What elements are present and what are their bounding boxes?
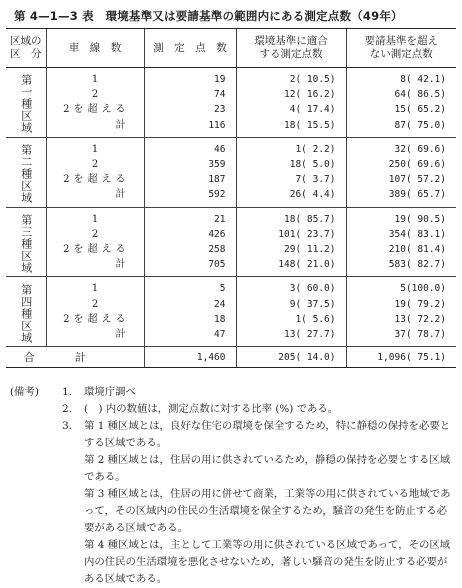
region-name: 第四種区域 <box>6 277 46 347</box>
cell-req: 64( 86.5) <box>346 87 456 102</box>
cell-env: 2( 10.5) <box>236 68 346 88</box>
notes-head: (備考) <box>10 386 39 398</box>
cell-req: 15( 65.2) <box>346 102 456 117</box>
cell-points: 592 <box>144 187 236 207</box>
cell-req: 389( 65.7) <box>346 187 456 207</box>
cell-req: 8( 42.1) <box>346 68 456 88</box>
note-item <box>10 418 456 452</box>
table-title: 第 4—1—3 表 環境基準又は要請基準の範囲内にある測定点数（49年） <box>14 9 403 23</box>
cell-env: 1( 5.6) <box>236 312 346 327</box>
cell-points: 19 <box>144 68 236 88</box>
region-name: 第二種区域 <box>6 137 46 207</box>
cell-env: 148( 21.0) <box>236 257 346 277</box>
cell-points: 47 <box>144 327 236 347</box>
cell-req: 37( 78.7) <box>346 327 456 347</box>
table-row <box>6 227 456 242</box>
table-row <box>6 277 456 297</box>
note-paragraph: 第 2 種区域とは，住居の用に供されているため，静穏の保持を必要とする区域である。 <box>84 454 451 483</box>
cell-req: 87( 75.0) <box>346 118 456 138</box>
cell-env: 7( 3.7) <box>236 172 346 187</box>
notes <box>10 384 456 588</box>
cell-env: 9( 37.5) <box>236 297 346 312</box>
note-paragraph: 第 4 種区域とは，主として工業等の用に供されている区域であって，その区域内の住民の生活環境を悪化させないため，著しい騒音の発生を防止する必要がある区域である。 <box>84 539 451 585</box>
header-env: 環境基準に適合 する測定点数 <box>236 29 346 68</box>
lane-count: 2を超える <box>46 102 144 117</box>
total-req: 1,096( 75.1) <box>346 347 456 368</box>
cell-points: 359 <box>144 157 236 172</box>
header-region: 区域の 区 分 <box>6 29 46 68</box>
region-name: 第一種区域 <box>6 68 46 138</box>
note-item <box>10 384 456 401</box>
cell-req: 5(100.0) <box>346 277 456 297</box>
cell-req: 19( 79.2) <box>346 297 456 312</box>
region-name: 第三種区域 <box>6 207 46 277</box>
cell-env: 4( 17.4) <box>236 102 346 117</box>
cell-points: 23 <box>144 102 236 117</box>
header-points: 測 定 点 数 <box>144 29 236 68</box>
cell-env: 18( 5.0) <box>236 157 346 172</box>
lane-count: 1 <box>46 207 144 227</box>
cell-env: 26( 4.4) <box>236 187 346 207</box>
table-row <box>6 207 456 227</box>
cell-points: 18 <box>144 312 236 327</box>
cell-req: 210( 81.4) <box>346 242 456 257</box>
table-row <box>6 137 456 157</box>
lane-count: 2を超える <box>46 242 144 257</box>
cell-points: 24 <box>144 297 236 312</box>
cell-env: 18( 85.7) <box>236 207 346 227</box>
table-row <box>6 68 456 88</box>
header-lanes: 車 線 数 <box>46 29 144 68</box>
table-row <box>6 118 456 138</box>
table-row <box>6 157 456 172</box>
note-text: 環境庁調べ <box>84 386 136 398</box>
lane-count: 1 <box>46 68 144 88</box>
cell-points: 258 <box>144 242 236 257</box>
lane-count: 2 <box>46 87 144 102</box>
note-number: 1. <box>62 386 72 398</box>
header-req: 要請基準を超え ない測定点数 <box>346 29 456 68</box>
cell-req: 32( 69.6) <box>346 137 456 157</box>
table-row <box>6 327 456 347</box>
total-row <box>6 347 456 368</box>
cell-env: 12( 16.2) <box>236 87 346 102</box>
note-text: 第 1 種区域とは，良好な住宅の環境を保全するため，特に静穏の保持を必要とする区域である。 <box>84 420 451 449</box>
measurement-table <box>6 28 456 368</box>
total-env: 205( 14.0) <box>236 347 346 368</box>
table-row <box>6 297 456 312</box>
cell-env: 101( 23.7) <box>236 227 346 242</box>
note-number: 2. <box>62 403 72 415</box>
total-points: 1,460 <box>144 347 236 368</box>
note-item <box>10 401 456 418</box>
lane-count: 1 <box>46 137 144 157</box>
lane-count: 2 <box>46 297 144 312</box>
cell-env: 29( 11.2) <box>236 242 346 257</box>
cell-req: 250( 69.6) <box>346 157 456 172</box>
table-row <box>6 257 456 277</box>
lane-count: 計 <box>46 187 144 207</box>
table-row <box>6 242 456 257</box>
note-text: ( ) 内の数値は，測定点数に対する比率 (%) である。 <box>84 403 339 415</box>
lane-count: 2を超える <box>46 172 144 187</box>
table-row <box>6 312 456 327</box>
cell-points: 5 <box>144 277 236 297</box>
lane-count: 1 <box>46 277 144 297</box>
cell-points: 187 <box>144 172 236 187</box>
lane-count: 2 <box>46 227 144 242</box>
cell-env: 3( 60.0) <box>236 277 346 297</box>
table-row <box>6 87 456 102</box>
lane-count: 計 <box>46 257 144 277</box>
total-label: 合計 <box>6 347 144 368</box>
lane-count: 計 <box>46 327 144 347</box>
cell-points: 74 <box>144 87 236 102</box>
cell-points: 21 <box>144 207 236 227</box>
cell-points: 116 <box>144 118 236 138</box>
note-paragraph: 第 3 種区域とは，住居の用に併せて商業，工業等の用に供されている地域であって，その区域内の住民の生活環境を保全するため，騒音の発生を防止する必要がある区域である。 <box>84 488 451 534</box>
lane-count: 2を超える <box>46 312 144 327</box>
lane-count: 2 <box>46 157 144 172</box>
table-row <box>6 187 456 207</box>
cell-env: 13( 27.7) <box>236 327 346 347</box>
cell-points: 426 <box>144 227 236 242</box>
cell-req: 583( 82.7) <box>346 257 456 277</box>
cell-req: 19( 90.5) <box>346 207 456 227</box>
note-number: 3. <box>62 420 72 432</box>
cell-req: 354( 83.1) <box>346 227 456 242</box>
cell-points: 705 <box>144 257 236 277</box>
cell-env: 1( 2.2) <box>236 137 346 157</box>
cell-points: 46 <box>144 137 236 157</box>
table-row <box>6 172 456 187</box>
cell-req: 107( 57.2) <box>346 172 456 187</box>
cell-req: 13( 72.2) <box>346 312 456 327</box>
lane-count: 計 <box>46 118 144 138</box>
table-row <box>6 102 456 117</box>
cell-env: 18( 15.5) <box>236 118 346 138</box>
